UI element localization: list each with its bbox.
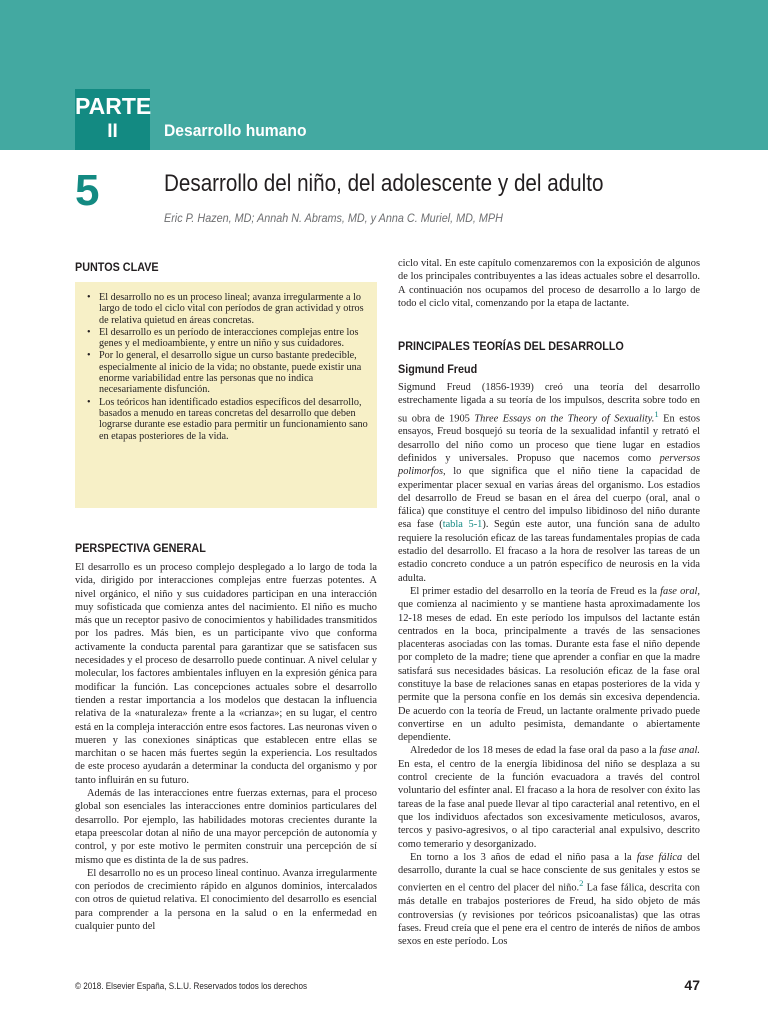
key-points-box [75, 282, 377, 508]
italic-term: fase oral, [660, 585, 700, 597]
body-paragraph: ciclo vital. En este capítulo comenzaremos con la exposición de algunos de los principales contribuyentes a las ideas actuales sobre el desarrollo. A continuación nos ocupamos del proceso de desarrollo a lo largo de todo el ciclo vital, comenzando por la etapa de lactante. [398, 258, 700, 309]
page-number: 47 [684, 977, 700, 993]
key-points-heading: PUNTOS CLAVE [75, 260, 159, 274]
chapter-number: 5 [75, 166, 100, 215]
chapter-title: Desarrollo del niño, del adolescente y del adulto [164, 170, 604, 197]
body-paragraph: Sigmund Freud (1856-1939) creó una teoría del desarrollo estrechamente ligada a su teoría de los impulsos, descrita sobre todo en su obra de 1905 Three Essays on the Theory of Sexuality.$^1$ En estos ensayos, Freud bosquejó su teoría de la sexualidad infantil y retrató el desarrollo del niño como un proceso que tiene lugar en estadios definidos y universales. Propuso que nacemos como perversos polimorfos, lo que significa que el niño tiene la capacidad de experimentar placer sexual en varias áreas del organismo. Los estadios del desarrollo de Freud se basan en el área del cuerpo (oral, anal o fálica) que constituye el centro del impulso libidinoso del niño durante esa fase (tabla 5-1). Según este autor, una función sana de adulto requiere la resolución eficaz de las tareas fundamentales propias de cada estadio del desarrollo. El fracaso a la hora de resolver las tareas de un estadio concreto conduce a un patrón específico de neurosis en la vida adulta. [398, 382, 700, 584]
body-paragraph: El desarrollo no es un proceso lineal continuo. Avanza irregularmente con períodos de crecimiento rápido en algunos dominios, intercalados con otros de quietud relativa. El conocimiento del desarrollo es esencial para comprender a la persona en la salud o en la enfermedad en cualquier punto del [75, 867, 377, 933]
body-paragraph: Alrededor de los 18 meses de edad la fase oral da paso a la fase anal. En esta, el centro de la energía libidinosa del niño se desplaza a su control creciente de la función evacuadora a través del control voluntario del esfínter anal. El fracaso a la hora de resolver con éxito las tareas de la fase anal puede llevar al tipo caracterial anal retentivo, en el que los individuos afectados son excesivamente meticulosos, avaros, tercos y pasivo-agresivos, o al tipo caracterial anal expulsivo, descrito como temerario y desorganizado. [398, 745, 700, 850]
body-paragraph: El desarrollo es un proceso complejo desplegado a lo largo de toda la vida, dirigido por interacciones complejas entre fuerzas potentes. A nivel orgánico, el niño y sus cuidadores participan en una interacción muy sofisticada que comienza antes del nacimiento. El niño es mucho más que un receptor pasivo de conocimientos y habilidades transmitidos por los padres. Más bien, es un participante vivo que conforma activamente la conducta parental para garantizar que se satisfacen sus necesidades y el proceso de desarrollo puede continuar. A nivel celular y molecular, los factores ambientales influyen en la expresión génica para modificar la función. Las concepciones actuales sobre el desarrollo tienden a restar importancia a los modelos que destacan la influencia relativa de la «naturaleza» frente a la «crianza»; en su lugar, el centro está en la compleja interacción entre esos factores. Las neuronas viven o mueren y las conexiones sinápticas que establecen entre ellas se marchitan o se hacen más fuertes según la experiencia. Los resultados de este proceso ayudarán a determinar la conducta del organismo y por tanto influirán en su futuro. [75, 562, 377, 786]
body-paragraph: El primer estadio del desarrollo en la teoría de Freud es la fase oral, que comienza al nacimiento y se mantiene hasta aproximadamente los 12-18 meses de edad. En este período los impulsos del lactante están centrados en la boca, principalmente a través de las sensaciones placenteras asociadas con las tomas. Durante esta fase el niño depende por completo de la madre; tiene que aprender a confiar en que la madre satisfará sus necesidades básicas. La resolución eficaz de la fase oral constituye la base de relaciones sanas en etapas posteriores de la vida y permite que la persona confíe en los demás sin excesiva dependencia. De acuerdo con la teoría de Freud, un lactante oralmente privado puede convertirse en un adulto pesimista, demandante o abiertamente dependiente. [398, 585, 700, 744]
right-intro [398, 257, 700, 310]
freud-subheading: Sigmund Freud [398, 362, 478, 376]
reference-link[interactable]: 1 [654, 408, 659, 419]
key-points-list [87, 292, 369, 443]
part-label: PARTE [75, 93, 152, 119]
italic-term: fase anal. [659, 745, 700, 757]
italic-term: perversos polimorfos, [398, 452, 700, 478]
body-paragraph: Además de las interacciones entre fuerzas externas, para el proceso global son esenciales las interacciones entre dominios particulares del desarrollo. Por ejemplo, las habilidades motoras crecientes durante la etapa preescolar dotan al niño de una mayor percepción de autonomía y control, y por este motivo le permiten construir una percepción de sí mismo que es distinta de la de sus padres. [75, 788, 377, 866]
overview-body [75, 561, 377, 933]
chapter-authors: Eric P. Hazen, MD; Annah N. Abrams, MD, y Anna C. Muriel, MD, MPH [164, 211, 503, 225]
freud-body [398, 381, 700, 948]
overview-heading: PERSPECTIVA GENERAL [75, 541, 206, 555]
key-point-item: • Los teóricos han identificado estadios específicos del desarrollo, basados a menudo en tareas concretas del desarrollo que deben lograrse durante ese estadio para permitir un funcionamiento sano en etapas posteriores de la vida. [87, 397, 369, 442]
work-title: Three Essays on the Theory of Sexuality. [474, 413, 655, 425]
theories-heading: PRINCIPALES TEORÍAS DEL DESARROLLO [398, 339, 624, 353]
copyright-footer: © 2018. Elsevier España, S.L.U. Reservados todos los derechos [75, 981, 308, 991]
table-link[interactable]: tabla 5-1 [442, 519, 483, 531]
italic-term: fase fálica [636, 851, 683, 863]
body-paragraph: En torno a los 3 años de edad el niño pasa a la fase fálica del desarrollo, durante la cual se hace consciente de sus genitales y estos se convierten en el centro del placer del niño.$^2$ La fase fálica, descrita con más detalle en trabajos posteriores de Freud, ha sido objeto de más controversias (y revisiones por teóricos psicoanalistas) que las otras fases. Freud creía que el pene era el centro de interés de niños de ambos sexos en este período. Los [398, 851, 701, 948]
part-number: II [107, 121, 118, 142]
key-point-item: • El desarrollo no es un proceso lineal; avanza irregularmente a lo largo de todo el ciclo vital con períodos de gran actividad y otros de relativa quietud en áreas concretas. [87, 292, 369, 326]
key-point-item: • El desarrollo es un período de interacciones complejas entre los genes y el medioambiente, y entre un niño y sus cuidadores. [87, 327, 369, 350]
part-box [75, 89, 150, 150]
key-point-item: • Por lo general, el desarrollo sigue un curso bastante predecible, especialmente al inicio de la vida; no obstante, puede existir una enorme variabilidad entre las personas que no indica necesariamente disfunción. [87, 350, 369, 395]
part-title: Desarrollo humano [164, 121, 307, 140]
reference-link[interactable]: 2 [579, 878, 584, 889]
